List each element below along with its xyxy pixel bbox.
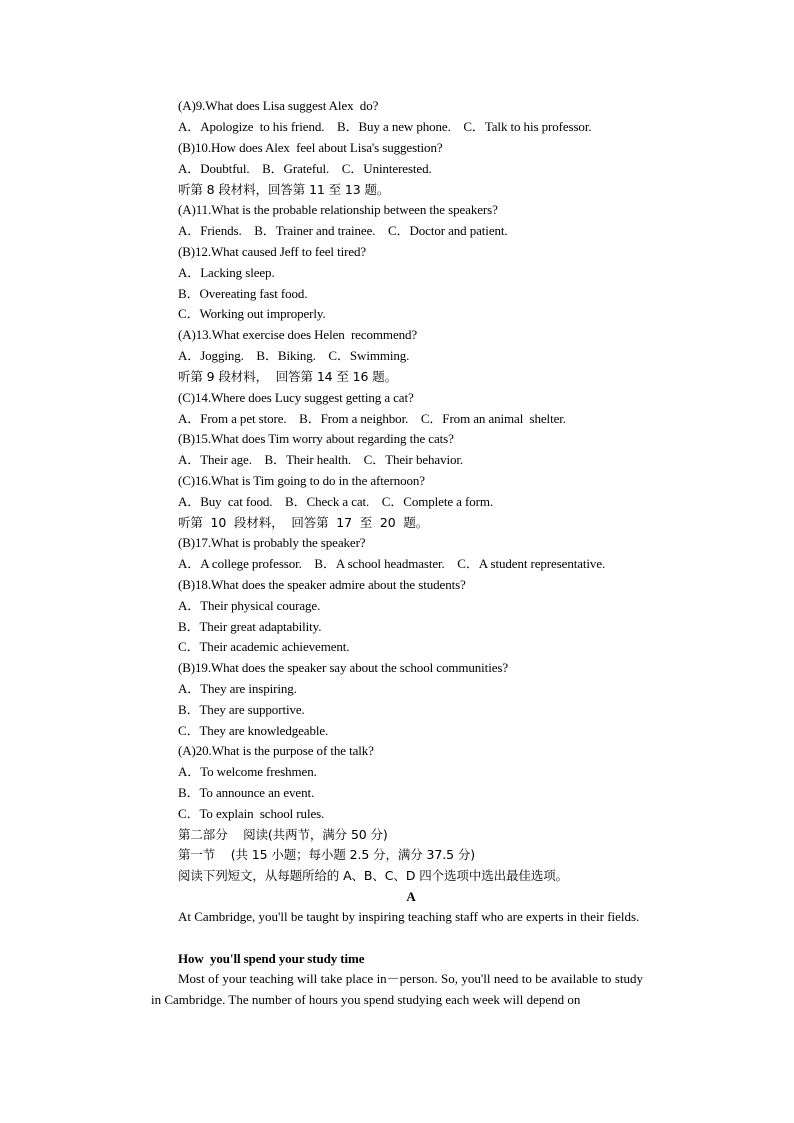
question-11: (A)11.What is the probable relationship between the speakers? (178, 202, 498, 217)
question-10: (B)10.How does Alex feel about Lisa's suggestion? (178, 140, 443, 155)
question-12: (B)12.What caused Jeff to feel tired? (178, 244, 367, 259)
listening-instruction-9: 听第 9 段材料， 回答第 14 至 16 题。 (178, 369, 398, 384)
options-16: A．Buy cat food. B．Check a cat. C．Complete a form. (178, 494, 494, 509)
option-20b: B．To announce an event. (178, 785, 315, 800)
option-12b: B．Overeating fast food. (178, 286, 308, 301)
question-16: (C)16.What is Tim going to do in the afternoon? (178, 473, 425, 488)
option-18a: A．Their physical courage. (178, 598, 321, 613)
options-11: A．Friends. B．Trainer and trainee. C．Doctor and patient. (178, 223, 508, 238)
option-20c: C．To explain school rules. (178, 806, 325, 821)
passage-body: Most of your teaching will take place in－person. So, you'll need to be available to study in Cambridge. The number of hours you spend studying each week will depend on (151, 971, 643, 1007)
option-12c: C．Working out improperly. (178, 306, 326, 321)
part-two-heading: 第二部分 阅读(共两节，满分 50 分) (178, 827, 388, 842)
passage-letter: A (406, 889, 416, 904)
question-18: (B)18.What does the speaker admire about the students? (178, 577, 466, 592)
section-one-heading: 第一节 (共 15 小题；每小题 2.5 分，满分 37.5 分) (178, 847, 476, 862)
listening-instruction-10: 听第 10 段材料， 回答第 17 至 20 题。 (178, 515, 429, 530)
listening-instruction-8: 听第 8 段材料，回答第 11 至 13 题。 (178, 182, 390, 197)
question-14: (C)14.Where does Lucy suggest getting a cat? (178, 390, 414, 405)
options-10: A．Doubtful. B．Grateful. C．Uninterested. (178, 161, 432, 176)
passage-intro: At Cambridge, you'll be taught by inspiring teaching staff who are experts in their fields. (178, 909, 640, 924)
option-18c: C．Their academic achievement. (178, 639, 350, 654)
options-14: A．From a pet store. B．From a neighbor. C．From an animal shelter. (178, 411, 566, 426)
option-19c: C．They are knowledgeable. (178, 723, 329, 738)
options-17: A．A college professor. B．A school headmaster. C．A student representative. (178, 556, 606, 571)
options-13: A．Jogging. B．Biking. C．Swimming. (178, 348, 410, 363)
options-15: A．Their age. B．Their health. C．Their behavior. (178, 452, 464, 467)
options-9: A．Apologize to his friend. B．Buy a new phone. C．Talk to his professor. (178, 119, 592, 134)
question-17: (B)17.What is probably the speaker? (178, 535, 366, 550)
option-20a: A．To welcome freshmen. (178, 764, 317, 779)
option-19b: B．They are supportive. (178, 702, 305, 717)
question-13: (A)13.What exercise does Helen recommend? (178, 327, 418, 342)
question-20: (A)20.What is the purpose of the talk? (178, 743, 374, 758)
reading-instruction: 阅读下列短文，从每题所给的 A、B、C、D 四个选项中选出最佳选项。 (178, 868, 569, 883)
option-12a: A．Lacking sleep. (178, 265, 275, 280)
option-19a: A．They are inspiring. (178, 681, 297, 696)
passage-subheading: How you'll spend your study time (178, 951, 365, 966)
question-19: (B)19.What does the speaker say about the school communities? (178, 660, 509, 675)
option-18b: B．Their great adaptability. (178, 619, 322, 634)
question-15: (B)15.What does Tim worry about regarding the cats? (178, 431, 454, 446)
question-9: (A)9.What does Lisa suggest Alex do? (178, 98, 379, 113)
